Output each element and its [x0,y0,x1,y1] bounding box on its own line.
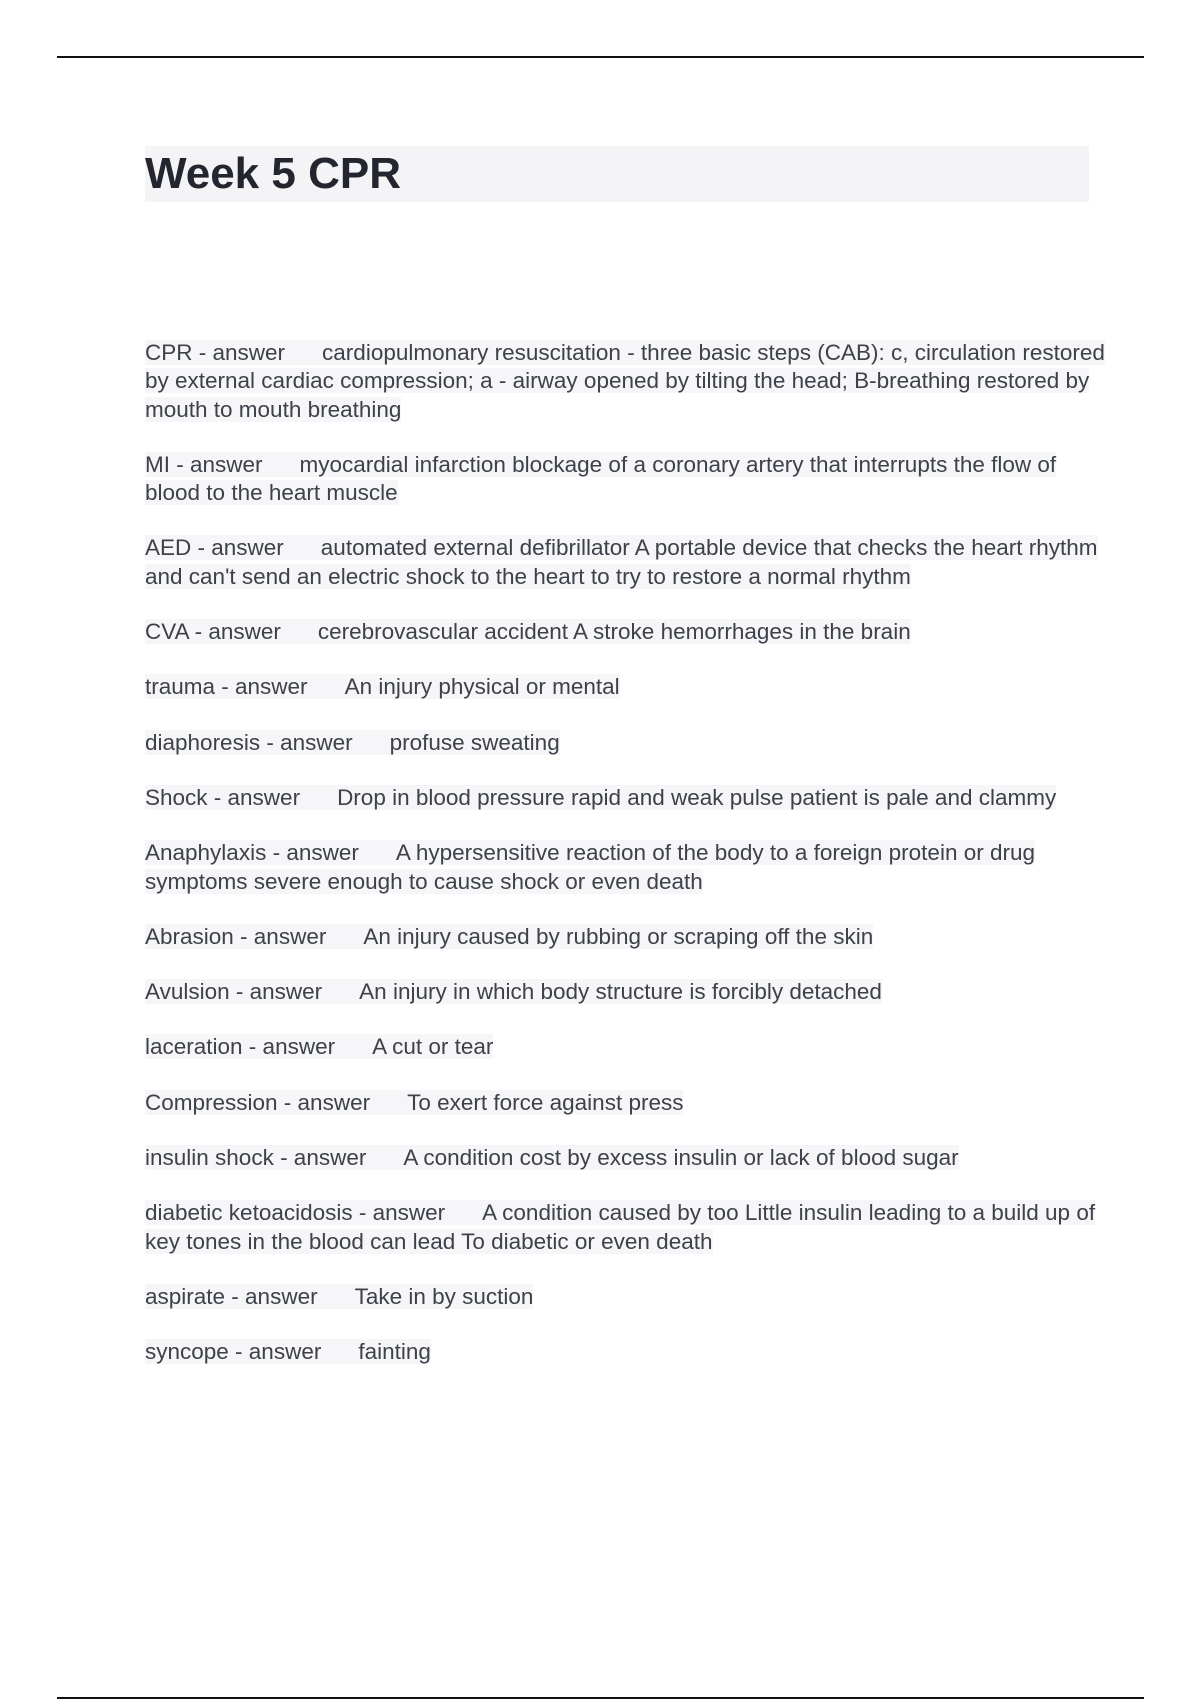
entry-definition: An injury in which body structure is forcibly detached [359,979,882,1005]
list-item [145,534,1105,591]
bottom-rule [57,1697,1144,1699]
entry-term: Avulsion - answer [145,979,323,1005]
entry-definition: automated external defibrillator A portable device that checks the heart rhythm and can't send an electric shock to the heart to try to restore a normal rhythm [145,535,1098,589]
entry-definition: myocardial infarction blockage of a coronary artery that interrupts the flow of blood to the heart muscle [145,451,1057,506]
entry-definition: Drop in blood pressure rapid and weak pulse patient is pale and clammy [337,784,1057,810]
entry-definition: A cut or tear [372,1034,494,1060]
entry-term: aspirate - answer [145,1283,318,1309]
entry-term: Shock - answer [145,784,301,810]
page-title: Week 5 CPR [145,149,401,198]
top-rule [57,56,1144,58]
entry-term: AED - answer [145,535,284,561]
entry-definition: cerebrovascular accident A stroke hemorrhages in the brain [317,619,911,645]
entry-definition: An injury caused by rubbing or scraping off the skin [363,923,874,949]
list-item [145,673,1105,701]
entry-term: syncope - answer [145,1339,322,1365]
list-item [145,784,1105,812]
list-item [145,729,1105,757]
flashcard-list [145,339,1105,1394]
entry-term: Anaphylaxis - answer [145,840,359,866]
entry-term: trauma - answer [145,674,308,700]
entry-term: diaphoresis - answer [145,729,353,755]
list-item [145,618,1105,646]
list-item [145,339,1105,424]
list-item [145,1144,1105,1172]
list-item [145,1033,1105,1061]
title-block [145,146,1089,202]
entry-definition: profuse sweating [389,729,560,755]
entry-term: laceration - answer [145,1034,336,1060]
entry-term: MI - answer [145,451,263,477]
list-item [145,839,1105,896]
entry-definition: fainting [358,1339,431,1365]
entry-definition: A hypersensitive reaction of the body to a foreign protein or drug symptoms severe enough to cause shock or even death [145,840,1035,894]
entry-term: diabetic ketoacidosis - answer [145,1200,446,1226]
list-item [145,923,1105,951]
list-item [145,1089,1105,1117]
entry-definition: Take in by suction [354,1283,534,1309]
entry-term: Compression - answer [145,1089,371,1115]
entry-definition: A condition caused by too Little insulin leading to a build up of key tones in the blood can lead To diabetic or even death [145,1200,1096,1254]
entry-definition: cardiopulmonary resuscitation - three basic steps (CAB): c, circulation restored by external cardiac compression; a - airway opened by tilting the head; B-breathing restored by mouth to mouth breathing [145,340,1105,422]
list-item [145,978,1105,1006]
entry-definition: A condition cost by excess insulin or lack of blood sugar [403,1145,959,1171]
list-item [145,1338,1105,1366]
list-item [145,1283,1105,1311]
entry-term: insulin shock - answer [145,1145,367,1171]
entry-definition: An injury physical or mental [344,674,620,700]
list-item [145,1199,1105,1256]
entry-term: CVA - answer [145,619,281,645]
entry-definition: To exert force against press [407,1089,684,1115]
entry-term: CPR - answer [145,340,286,365]
list-item [145,451,1105,508]
entry-term: Abrasion - answer [145,923,327,949]
